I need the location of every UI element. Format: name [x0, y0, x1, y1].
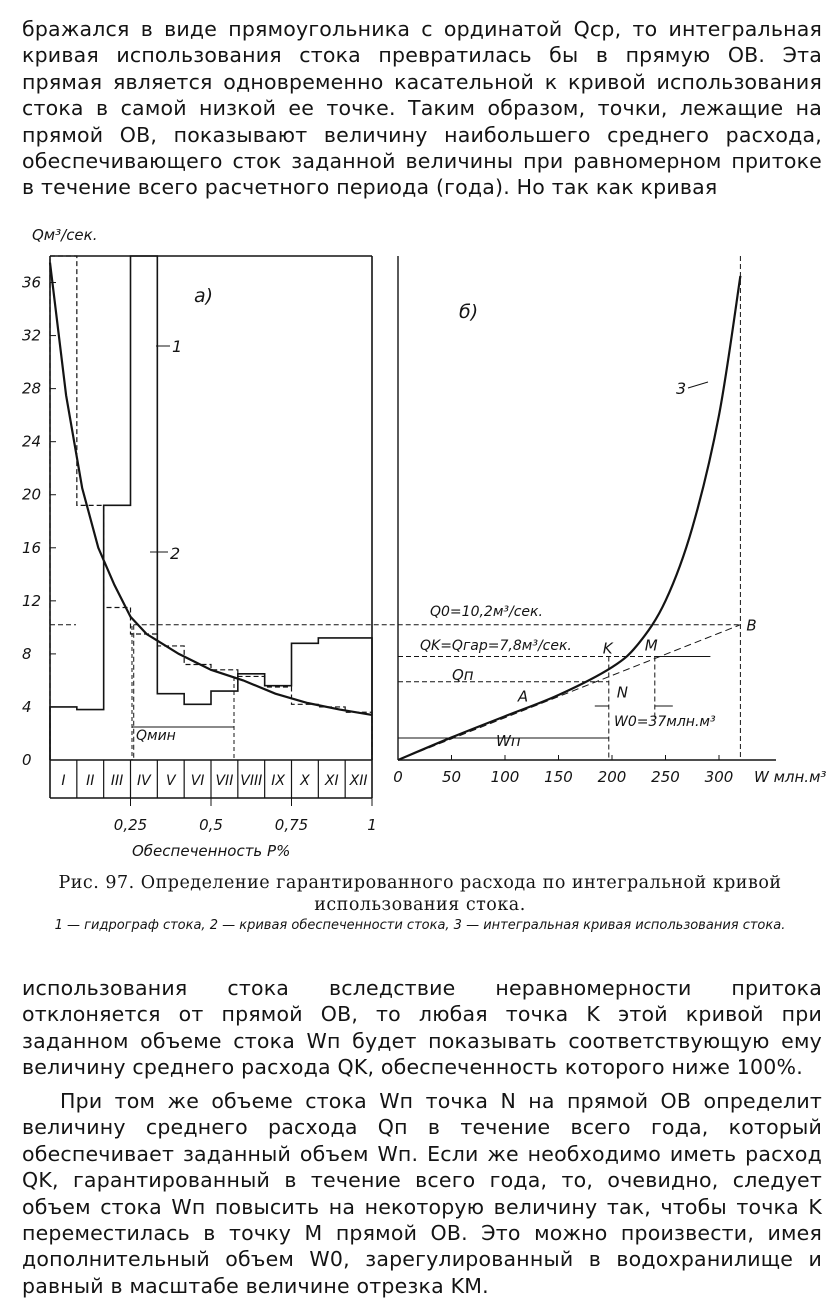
month-label-IX: IX: [271, 773, 285, 789]
y-tick-label-12: 12: [22, 591, 42, 610]
x-tick-label-1: 1: [367, 816, 377, 834]
y-tick-label-8: 8: [22, 644, 32, 663]
qn-label: Qп: [452, 666, 474, 684]
qk-label: QK=Qгар=7,8м³/сек.: [420, 638, 572, 654]
figure-caption: [20, 872, 820, 916]
figure-97: [16, 222, 828, 868]
y-tick-label-36: 36: [22, 273, 42, 292]
b-x-tick-label-250: 250: [651, 768, 680, 786]
guide-lines: [50, 256, 740, 760]
x-tick-label-0,5: 0,5: [199, 816, 223, 834]
curve-3-label: 3: [676, 379, 687, 398]
month-label-V: V: [165, 773, 176, 789]
paragraph-top-text: бражался в виде прямоугольника с ординатой Qср, то интегральная кривая использования стока превратилась бы в прямую OB. Эта прямая является одновременно касательной к кривой использования стока в самой низкой ее точке. Таким образом, точки, лежащие на прямой OB, показывают величину наибольшего среднего расхода, обеспечивающего сток заданной величины при равномерном притоке в течение всего расчетного периода (года). Но так как кривая: [22, 17, 822, 200]
month-label-VII: VII: [215, 773, 234, 789]
month-label-XI: XI: [324, 773, 339, 789]
y-tick-label-32: 32: [22, 326, 42, 345]
paragraph-top: [22, 16, 822, 201]
b-x-tick-label-0: 0: [393, 768, 403, 786]
panel-b: [393, 256, 826, 786]
y-tick-label-0: 0: [22, 751, 32, 769]
figure-legend-text: 1 — гидрограф стока, 2 — кривая обеспеченности стока, 3 — интегральная кривая использования стока.: [54, 918, 786, 933]
point-b-label: B: [746, 616, 757, 635]
panel-a-xlabel: Обеспеченность P%: [132, 842, 291, 860]
integral-curve-3: [398, 276, 740, 760]
b-x-tick-label-300: 300: [704, 768, 734, 786]
month-label-VI: VI: [190, 773, 205, 789]
q0-label: Q0=10,2м³/сек.: [430, 604, 543, 620]
curve-1-label: 1: [172, 337, 183, 356]
b-x-tick-label-150: 150: [544, 768, 573, 786]
b-x-tick-label-100: 100: [490, 768, 520, 786]
point-n-label: N: [616, 683, 629, 702]
panel-a-ylabel: Qм³/сек.: [32, 226, 98, 244]
panel-a: [22, 226, 377, 860]
qmin-label: Qмин: [136, 728, 176, 744]
point-k-label: K: [602, 639, 613, 658]
figure-legend: [20, 918, 820, 934]
point-a-label: A: [517, 687, 529, 706]
month-label-II: II: [86, 773, 95, 789]
y-tick-label-16: 16: [22, 538, 42, 557]
month-label-IV: IV: [137, 773, 151, 789]
x-tick-label-0,25: 0,25: [113, 816, 148, 834]
paragraph-last: [22, 1088, 822, 1299]
duration-curve: [50, 263, 372, 715]
month-label-III: III: [110, 773, 124, 789]
curve-2-label: 2: [170, 544, 181, 563]
wn-label: Wп: [496, 732, 521, 750]
x-unit-label: W млн.м³: [754, 768, 827, 786]
curve-3-leader: [688, 382, 708, 388]
duration-step-line: [50, 256, 372, 760]
b-x-tick-label-200: 200: [597, 768, 627, 786]
y-tick-label-4: 4: [22, 697, 32, 716]
panel-a-label: a): [194, 285, 214, 307]
figure-caption-text: Рис. 97. Определение гарантированного расхода по интегральной кривой использования стока.: [58, 873, 782, 915]
paragraph-after-text: использования стока вследствие неравномерности притока отклоняется от прямой OB, то любая точка K этой кривой при заданном объеме стока Wп будет показывать соответствующую ему величину среднего расхода QK, обеспеченность которого ниже 100%.: [22, 976, 822, 1080]
panel-a-y-ticks: [22, 274, 56, 769]
month-label-X: X: [300, 773, 310, 789]
month-label-I: I: [61, 773, 66, 789]
point-m-label: M: [644, 636, 658, 655]
paragraph-last-text: При том же объеме стока Wп точка N на прямой OB определит величину среднего расхода Qп в течение всего года, который обеспечивает заданный объем Wп. Если же необходимо иметь расход QK, гарантированный в течение всего года, то, очевидно, следует объем стока Wп повысить на некоторую величину так, чтобы точка K переместилась в точку M прямой OB. Это можно произвести, имея дополнительный объем W0, зарегулированный в водохранилище и равный в масштабе величине отрезка KM.: [22, 1089, 822, 1298]
y-tick-label-20: 20: [22, 485, 42, 504]
x-tick-label-0,75: 0,75: [274, 816, 309, 834]
month-label-VIII: VIII: [240, 773, 263, 789]
w0-label: W0=37млн.м³: [614, 714, 716, 730]
paragraph-after: [22, 975, 822, 1081]
month-label-XII: XII: [349, 773, 368, 789]
y-tick-label-24: 24: [22, 432, 42, 451]
y-tick-label-28: 28: [22, 379, 42, 398]
panel-a-x-ticks: [114, 798, 377, 834]
panel-a-month-cells: [61, 760, 367, 798]
hydrograph-line: [50, 256, 372, 760]
b-x-tick-label-50: 50: [441, 768, 462, 786]
panel-b-label: б): [459, 301, 479, 323]
